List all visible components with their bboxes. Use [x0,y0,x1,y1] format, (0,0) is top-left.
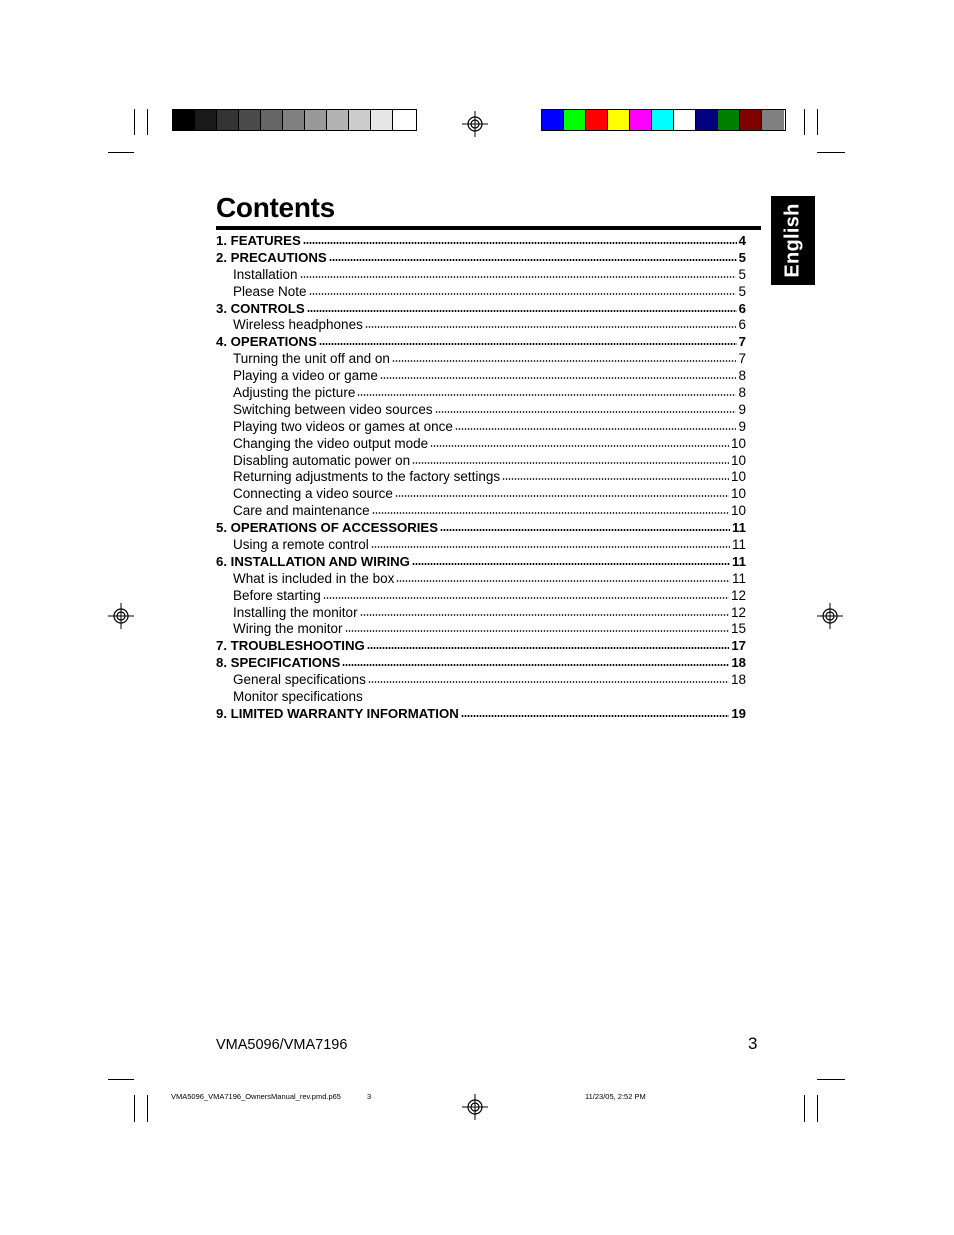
toc-entry-label: Monitor specifications [233,689,363,705]
color-swatch [608,110,630,130]
toc-leader-dots [323,597,729,599]
toc-leader-dots [392,360,737,362]
crop-mark [134,1095,135,1122]
toc-entry-page: 10 [730,503,746,519]
toc-entry-page: 11 [731,570,746,586]
toc-entry [216,554,746,571]
toc-entry-page: 12 [730,604,746,620]
toc-entry [216,233,746,250]
toc-entry-page: 10 [730,452,746,468]
toc-leader-dots [367,647,730,649]
toc-leader-dots [380,377,737,379]
toc-leader-dots [412,563,730,565]
toc-entry-label: Wireless headphones [233,317,363,333]
toc-entry-label: Connecting a video source [233,486,393,502]
toc-entry-label: Returning adjustments to the factory settings [233,469,501,485]
toc-leader-dots [357,394,736,396]
toc-entry-page: 10 [730,435,746,451]
toc-entry [216,250,746,267]
toc-entry-label: 7. TROUBLESHOOTING [216,638,365,654]
crop-mark [804,1095,805,1122]
toc-entry-label: Using a remote control [233,537,369,553]
color-swatch [261,110,283,130]
toc-entry [216,638,746,655]
toc-leader-dots [440,529,730,531]
slug-page: 3 [367,1092,372,1101]
color-swatch [586,110,608,130]
toc-entry-page: 8 [738,385,746,401]
toc-entry-page: 9 [738,418,746,434]
toc-entry-page: 11 [732,553,746,569]
toc-entry-page: 11 [731,537,746,553]
color-swatch [195,110,217,130]
toc-entry-label: What is included in the box [233,570,395,586]
toc-entry-page: 18 [730,672,746,688]
table-of-contents [216,233,746,723]
toc-entry-label: 6. INSTALLATION AND WIRING [216,553,410,569]
toc-entry [216,537,746,554]
toc-leader-dots [455,428,737,430]
color-swatch [173,110,195,130]
color-swatch [283,110,305,130]
toc-entry-label: Before starting [233,587,321,603]
color-swatch [349,110,371,130]
toc-entry-label: Care and maintenance [233,503,370,519]
toc-leader-dots [329,259,737,261]
toc-entry [216,672,746,689]
color-swatch [718,110,740,130]
toc-leader-dots [368,681,729,683]
crop-mark [108,1079,134,1080]
color-swatch [564,110,586,130]
toc-entry-label: Please Note [233,283,307,299]
crop-mark [147,1095,148,1122]
toc-entry-page: 10 [730,469,746,485]
toc-entry-label: Turning the unit off and on [233,351,390,367]
toc-leader-dots [435,411,737,413]
toc-entry [216,503,746,520]
toc-entry [216,453,746,470]
color-swatch [696,110,718,130]
toc-entry [216,486,746,503]
toc-entry [216,605,746,622]
crop-mark [804,109,805,135]
color-swatch [393,110,415,130]
slug-timestamp: 11/23/05, 2:52 PM [585,1092,646,1101]
toc-entry-page: 7 [738,334,746,350]
toc-entry [216,317,746,334]
color-swatch [327,110,349,130]
crop-mark [134,109,135,135]
toc-entry [216,621,746,638]
toc-entry-label: 5. OPERATIONS OF ACCESSORIES [216,520,439,536]
toc-entry-page: 5 [738,249,746,265]
toc-entry-page: 17 [731,638,746,654]
toc-entry-label: General specifications [233,672,366,688]
toc-leader-dots [412,462,729,464]
toc-entry-page: 4 [738,233,746,248]
gray-calibration-bar [172,109,417,131]
toc-entry-label: Wiring the monitor [233,621,343,637]
color-swatch [371,110,393,130]
toc-entry-page: 5 [738,283,746,299]
crop-mark [817,109,818,135]
toc-entry [216,469,746,486]
toc-leader-dots [342,664,729,666]
toc-leader-dots [502,478,729,480]
toc-leader-dots [319,343,737,345]
toc-entry-page: 12 [730,587,746,603]
toc-entry-page: 19 [731,705,746,721]
toc-leader-dots [396,580,730,582]
crop-mark [817,152,845,153]
color-calibration-bar [541,109,786,131]
toc-leader-dots [461,715,730,717]
toc-leader-dots [372,512,729,514]
registration-mark-icon [462,1094,488,1120]
toc-entry-label: 4. OPERATIONS [216,334,317,350]
toc-entry [216,334,746,351]
toc-leader-dots [309,293,737,295]
model-number: VMA5096/VMA7196 [216,1037,348,1053]
toc-entry-label: Disabling automatic power on [233,452,411,468]
toc-leader-dots [395,495,729,497]
toc-entry-page: 6 [738,300,746,316]
page-number: 3 [748,1034,758,1053]
slug-file-name: VMA5096_VMA7196_OwnersManual_rev.pmd.p65 [171,1092,341,1101]
toc-entry [216,689,746,706]
toc-entry-label: Adjusting the picture [233,385,356,401]
toc-entry [216,655,746,672]
color-swatch [542,110,564,130]
toc-entry [216,588,746,605]
language-tab-label: English [781,203,804,278]
toc-entry-page: 9 [738,401,746,417]
color-swatch [239,110,261,130]
toc-entry [216,706,746,723]
toc-entry-page: 7 [738,351,746,367]
toc-entry-page: 11 [732,520,746,536]
toc-leader-dots [345,630,729,632]
toc-entry [216,267,746,284]
color-swatch [674,110,696,130]
toc-entry-label: Playing a video or game [233,368,378,384]
crop-mark [817,1079,845,1080]
toc-entry [216,571,746,588]
toc-entry-page: 18 [731,655,746,671]
crop-mark [817,1095,818,1122]
toc-entry-page: 8 [738,368,746,384]
color-swatch [217,110,239,130]
color-swatch [652,110,674,130]
toc-leader-dots [360,614,729,616]
toc-leader-dots [307,310,737,312]
color-swatch [630,110,652,130]
toc-entry-label: Changing the video output mode [233,435,429,451]
toc-entry-page: 15 [730,621,746,637]
toc-leader-dots [371,546,730,548]
toc-leader-dots [365,326,737,328]
toc-entry-label: 8. SPECIFICATIONS [216,655,341,671]
toc-entry [216,385,746,402]
toc-entry [216,301,746,318]
toc-entry-label: 9. LIMITED WARRANTY INFORMATION [216,705,459,721]
toc-entry-label: 2. PRECAUTIONS [216,249,327,265]
color-swatch [305,110,327,130]
toc-entry-label: Switching between video sources [233,401,433,417]
toc-leader-dots [303,242,737,244]
toc-entry-label: 3. CONTROLS [216,300,305,316]
language-tab [771,196,815,285]
toc-entry [216,368,746,385]
crop-mark [147,109,148,135]
crop-mark [108,152,134,153]
toc-leader-dots [300,276,737,278]
toc-entry [216,436,746,453]
toc-entry-label: 1. FEATURES [216,233,301,248]
title-rule [216,226,761,230]
color-swatch [740,110,762,130]
toc-entry [216,419,746,436]
toc-entry [216,520,746,537]
registration-mark-icon [817,603,843,629]
toc-entry [216,351,746,368]
toc-entry-label: Installing the monitor [233,604,358,620]
page-title: Contents [216,192,335,223]
toc-entry [216,284,746,301]
toc-entry-label: Playing two videos or games at once [233,418,453,434]
toc-entry-page: 5 [738,266,746,282]
color-swatch [762,110,784,130]
toc-leader-dots [430,445,729,447]
registration-mark-icon [108,603,134,629]
toc-entry [216,402,746,419]
registration-mark-icon [462,111,488,137]
toc-entry-page: 10 [730,486,746,502]
toc-entry-label: Installation [233,266,298,282]
toc-entry-page: 6 [738,317,746,333]
